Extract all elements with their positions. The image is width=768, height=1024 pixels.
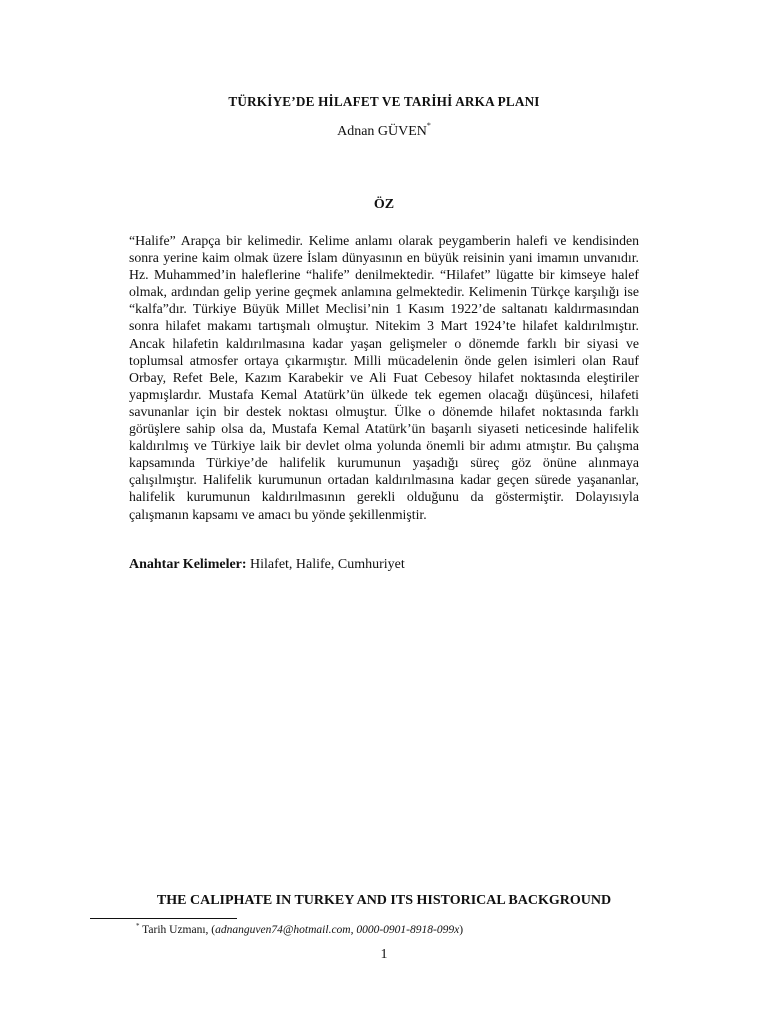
- keywords-line: [129, 557, 639, 573]
- footnote-closing: ): [459, 924, 464, 936]
- page-title: TÜRKİYE’DE HİLAFET VE TARİHİ ARKA PLANI: [228, 94, 540, 109]
- footnote-separator: [90, 918, 237, 919]
- footnote-role: Tarih Uzmanı, (: [142, 924, 216, 936]
- keywords-label: Anahtar Kelimeler:: [129, 557, 247, 572]
- english-title: THE CALIPHATE IN TURKEY AND ITS HISTORICAL BACKGROUND: [156, 893, 612, 908]
- author-footnote-mark: *: [426, 121, 431, 130]
- author-name: Adnan GÜVEN: [337, 124, 427, 139]
- page-number: 1: [380, 947, 388, 962]
- footnote-mark: *: [136, 922, 140, 930]
- footnote: [136, 924, 463, 936]
- footnote-contact: adnanguven74@hotmail.com, 0000-0901-8918-099x: [215, 924, 460, 936]
- author-line: [0, 121, 768, 140]
- abstract-heading: ÖZ: [373, 197, 395, 212]
- keywords-value: Hilafet, Halife, Cumhuriyet: [250, 557, 405, 572]
- abstract-body: “Halife” Arapça bir kelimedir. Kelime anlamı olarak peygamberin halefi ve kendisinden sonra yerine kaim olmak üzere İslam dünyasının en büyük reisinin yani imamın unvanıdır. Hz. Muhammed’in haleflerine “halife” denilmektedir. “Hilafet” lügatte bir kimseye halef olmak, ardından gelip yerine geçmek anlamına gelmektedir. Kelimenin Türkçe karşılığı ise “kalfa”dır. Türkiye Büyük Millet Meclisi’nin 1 Kasım 1922’de saltanatı kaldırmasından sonra hilafet makamı tartışmalı olmuştur. Nitekim 3 Mart 1924’te hilafet kaldırılmıştır. Ancak hilafetin kaldırılmasına kadar yaşan gelişmeler o dönemde farklı bir siyasi ve toplumsal atmosfer ortaya çıkarmıştır. Milli mücadelenin önde gelen isimleri olan Rauf Orbay, Refet Bele, Kazım Karabekir ve Ali Fuat Cebesoy hilafet noktasında eleştiriler yapmışlardır. Mustafa Kemal Atatürk’ün ülkede tek egemen olacağı düşüncesi, hilafeti savunanlar için bir destek noktası olmuştur. Ülke o dönemde hilafet noktasında farklı görüşlere sahip olsa da, Mustafa Kemal Atatürk’ün başarılı siyaseti neticesinde halifelik kaldırılmış ve Türkiye laik bir devlet olma yolunda önemli bir adımı atmıştır. Bu çalışma kapsamında Türkiye’de halifelik kurumunun yaşadığı süreç göz önüne alınmaya çalışılmıştır. Halifelik kurumunun ortadan kaldırılmasına kadar geçen sürede yaşananlar, halifelik kurumunun kaldırılmasının gerekli olduğunu da göstermiştir. Dolayısıyla çalışmanın kapsamı ve amacı bu yönde şekillenmiştir.: [129, 233, 639, 522]
